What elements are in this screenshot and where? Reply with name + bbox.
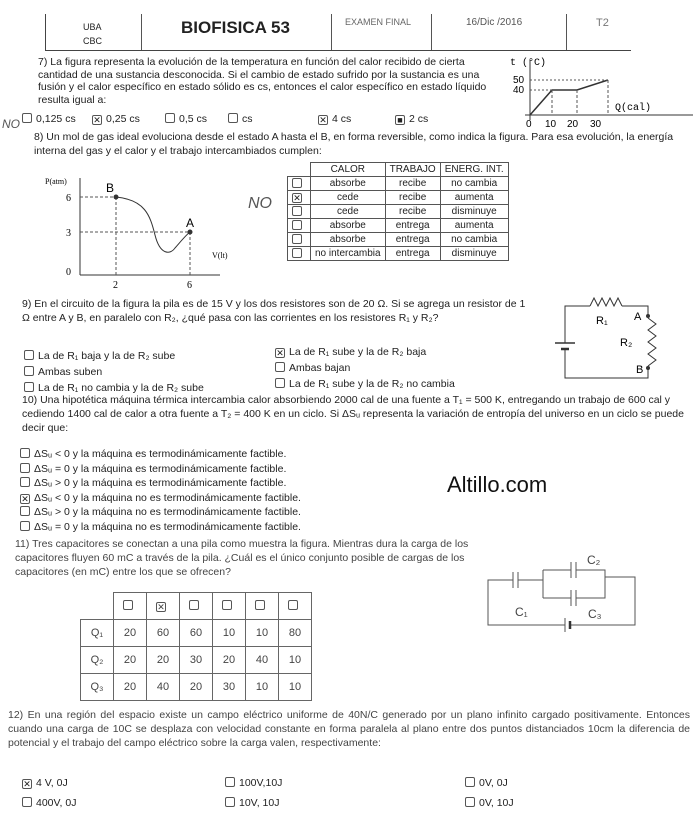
- q12-option[interactable]: [22, 777, 68, 789]
- column-header: CALOR: [311, 163, 386, 177]
- checkbox[interactable]: [20, 448, 30, 458]
- table-row: [81, 620, 312, 647]
- x-tick: 2: [113, 280, 118, 291]
- option-label: 400V, 0J: [36, 797, 77, 809]
- checkbox-cell[interactable]: [180, 593, 213, 620]
- checkbox-cell[interactable]: [147, 593, 180, 620]
- table-cell: absorbe: [311, 177, 386, 191]
- q12-option[interactable]: [22, 797, 76, 809]
- checkbox-cell[interactable]: [288, 205, 311, 219]
- corner-cell: [81, 593, 114, 620]
- x-tick: 30: [590, 119, 602, 130]
- y-axis-label: t (°C): [510, 58, 547, 69]
- q10-option[interactable]: [20, 448, 286, 460]
- table-cell: 30: [180, 647, 213, 674]
- c2-label: C₂: [587, 553, 601, 567]
- checkbox-row: [81, 593, 312, 620]
- q7-option[interactable]: [228, 113, 253, 125]
- checkbox[interactable]: [24, 382, 34, 392]
- q9-option[interactable]: [275, 362, 350, 374]
- q7-option[interactable]: [165, 113, 207, 125]
- checkbox[interactable]: ✕: [319, 115, 327, 125]
- checkbox[interactable]: [292, 206, 302, 216]
- q11-capacitor-circuit: [485, 550, 650, 645]
- checkbox[interactable]: [24, 350, 34, 360]
- checkbox[interactable]: [292, 220, 302, 230]
- checkbox[interactable]: [228, 113, 238, 123]
- q9-option[interactable]: [24, 350, 175, 362]
- option-label: La de R₁ sube y la de R₂ baja: [289, 346, 427, 358]
- table-cell: 20: [213, 647, 246, 674]
- table-row[interactable]: [288, 247, 509, 261]
- table-cell: 10: [279, 674, 312, 701]
- q7-option[interactable]: [395, 113, 428, 125]
- table-cell: no cambia: [440, 233, 508, 247]
- option-label: 0V, 10J: [479, 797, 514, 809]
- table-cell: no intercambia: [311, 247, 386, 261]
- altillo-watermark: Altillo.com: [447, 472, 548, 497]
- checkbox-cell[interactable]: [279, 593, 312, 620]
- table-cell: 10: [246, 620, 279, 647]
- option-label: 0,25 cs: [106, 113, 140, 125]
- x-axis-label: V(lt): [212, 251, 228, 260]
- uba-label: UBA: [83, 22, 102, 32]
- table-cell: 40: [246, 647, 279, 674]
- y-tick: 0: [66, 267, 71, 278]
- exam-header: [45, 14, 631, 51]
- checkbox[interactable]: [20, 463, 30, 473]
- q12-option[interactable]: [225, 777, 282, 789]
- table-cell: aumenta: [440, 191, 508, 205]
- checkbox-cell[interactable]: [288, 219, 311, 233]
- option-label: ΔSᵤ < 0 y la máquina es termodinámicamente factible.: [34, 448, 287, 460]
- header-institution: [46, 14, 142, 50]
- table-header-row: [288, 163, 509, 177]
- table-cell: 20: [114, 647, 147, 674]
- table-cell: recibe: [385, 191, 440, 205]
- table-cell: disminuye: [440, 247, 508, 261]
- table-cell: disminuye: [440, 205, 508, 219]
- table-cell: 60: [180, 620, 213, 647]
- q10-option[interactable]: [20, 521, 301, 533]
- q8-text: 8) Un mol de gas ideal evoluciona desde el estado A hasta el B, en forma reversible, como indica la figura. Para esa evolución, la energía interna del gas y el calor y el trabajo intercambiados cumplen:: [34, 131, 674, 157]
- checkbox[interactable]: ✕: [23, 779, 31, 789]
- checkbox-cell[interactable]: [288, 247, 311, 261]
- option-label: 10V, 10J: [239, 797, 280, 809]
- row-label: Q₂: [81, 647, 114, 674]
- y-tick: 50: [513, 75, 525, 86]
- x-tick: 0: [526, 119, 532, 130]
- checkbox[interactable]: [22, 797, 32, 807]
- checkbox[interactable]: [225, 777, 235, 787]
- checkbox[interactable]: [255, 600, 265, 610]
- exam-date: 16/Dic /2016: [466, 17, 523, 28]
- option-label: Ambas suben: [38, 366, 103, 378]
- checkbox-cell[interactable]: [288, 233, 311, 247]
- header-exam-cell: [331, 14, 432, 50]
- checkbox[interactable]: ✕: [93, 115, 101, 125]
- table-cell: 40: [147, 674, 180, 701]
- table-row: [81, 647, 312, 674]
- table-cell: 60: [147, 620, 180, 647]
- table-cell: entrega: [385, 247, 440, 261]
- x-tick: 6: [187, 280, 192, 291]
- checkbox[interactable]: [20, 521, 30, 531]
- y-axis-label: P(atm): [45, 177, 67, 186]
- checkbox[interactable]: ✕: [21, 493, 29, 504]
- checkbox-cell[interactable]: [114, 593, 147, 620]
- column-header: TRABAJO: [385, 163, 440, 177]
- checkbox-cell[interactable]: [246, 593, 279, 620]
- q12-text: 12) En una región del espacio existe un campo eléctrico uniforme de 40N/C generado por un plano infinito cargado positivamente. Entonces cuando una carga de 10C se desplaza con velocidad constante en forma paralela al plano entre dos puntos distanciados 10cm la diferencia de potencial y el trabajo del campo eléctrico sobre la carga valen, respectivamente:: [8, 709, 690, 749]
- table-cell: entrega: [385, 219, 440, 233]
- q10-option[interactable]: [20, 492, 301, 504]
- checkbox-cell[interactable]: [213, 593, 246, 620]
- table-row[interactable]: [288, 177, 509, 191]
- table-cell: 80: [279, 620, 312, 647]
- checkbox[interactable]: [222, 600, 232, 610]
- q9-option[interactable]: [275, 346, 426, 358]
- point-b-label: B: [106, 181, 115, 195]
- checkbox[interactable]: [292, 234, 302, 244]
- x-tick: 20: [567, 119, 579, 130]
- option-label: Ambas bajan: [289, 362, 351, 374]
- table-row[interactable]: [288, 191, 509, 205]
- checkbox[interactable]: [189, 600, 199, 610]
- table-row[interactable]: [288, 233, 509, 247]
- y-tick: 40: [513, 85, 525, 96]
- q11-options-table: [80, 592, 312, 701]
- table-cell: 20: [114, 620, 147, 647]
- table-cell: entrega: [385, 233, 440, 247]
- node-b-label: B: [636, 364, 644, 376]
- q8-pv-graph: [40, 170, 240, 295]
- exam-title: BIOFISICA 53: [181, 18, 290, 37]
- corner-cell: [288, 163, 311, 177]
- header-title-cell: [141, 14, 332, 50]
- exam-type: EXAMEN FINAL: [345, 17, 412, 27]
- option-label: La de R₁ baja y la de R₂ sube: [38, 350, 176, 362]
- table-cell: cede: [311, 205, 386, 219]
- option-label: 0,5 cs: [179, 113, 208, 125]
- checkbox[interactable]: [20, 477, 30, 487]
- point-a-label: A: [186, 216, 195, 230]
- table-row[interactable]: [288, 219, 509, 233]
- c1-label: C₁: [515, 605, 528, 619]
- resistor-r1: [590, 298, 622, 306]
- y-tick: 6: [66, 193, 71, 204]
- table-cell: 10: [246, 674, 279, 701]
- checkbox[interactable]: [465, 797, 475, 807]
- option-label: ΔSᵤ > 0 y la máquina es termodinámicamente factible.: [34, 477, 287, 489]
- table-cell: 30: [213, 674, 246, 701]
- checkbox[interactable]: [225, 797, 235, 807]
- checkbox-cell[interactable]: [288, 177, 311, 191]
- q10-option[interactable]: [20, 463, 286, 475]
- table-cell: 20: [114, 674, 147, 701]
- checkbox[interactable]: ✕: [157, 602, 165, 612]
- table-cell: recibe: [385, 205, 440, 219]
- checkbox[interactable]: [275, 378, 285, 388]
- option-label: ΔSᵤ > 0 y la máquina no es termodinámicamente factible.: [34, 506, 301, 518]
- checkbox[interactable]: [275, 362, 285, 372]
- node-a-label: A: [634, 311, 642, 323]
- process-curve: [116, 197, 190, 252]
- checkbox[interactable]: ✕: [276, 348, 284, 358]
- q7-option[interactable]: [92, 113, 140, 125]
- row-label: Q₃: [81, 674, 114, 701]
- checkbox[interactable]: [123, 600, 133, 610]
- option-label: 0V, 0J: [479, 777, 508, 789]
- q7-option[interactable]: [22, 113, 76, 125]
- heating-curve: [530, 80, 608, 115]
- table-cell: no cambia: [440, 177, 508, 191]
- y-tick: 3: [66, 228, 71, 239]
- option-label: 4 V, 0J: [36, 777, 68, 789]
- x-tick: 10: [545, 119, 557, 130]
- checkbox[interactable]: [465, 777, 475, 787]
- checkbox[interactable]: ✕: [293, 193, 301, 203]
- option-label: ΔSᵤ = 0 y la máquina no es termodinámicamente factible.: [34, 520, 301, 533]
- option-label: La de R₁ no cambia y la de R₂ sube: [38, 382, 204, 394]
- q8-options-table: [287, 162, 509, 261]
- q10-option[interactable]: [20, 477, 286, 489]
- checkbox[interactable]: [22, 113, 32, 123]
- table-cell: 20: [147, 647, 180, 674]
- table-row[interactable]: [288, 205, 509, 219]
- x-axis-label: Q(cal): [615, 103, 652, 114]
- q7-temperature-graph: [505, 55, 695, 130]
- table-cell: 10: [279, 647, 312, 674]
- q10-text: 10) Una hipotética máquina térmica intercambia calor absorbiendo 2000 cal de una fuente a T₁ = 500 K, entregando un trabajo de 600 cal y cediendo 1400 cal de calor a otra fuente a T₂ = 400 K en un ciclo. Si ΔSᵤ representa la variación de entropía del universo en un ciclo se puede decir que:: [22, 394, 684, 434]
- option-label: 2 cs: [409, 113, 429, 125]
- q12-option[interactable]: [225, 797, 279, 809]
- table-cell: recibe: [385, 177, 440, 191]
- option-label: ΔSᵤ < 0 y la máquina no es termodinámicamente factible.: [34, 491, 301, 504]
- checkbox[interactable]: ■: [395, 115, 405, 125]
- table-cell: cede: [311, 191, 386, 205]
- table-cell: absorbe: [311, 233, 386, 247]
- checkbox-cell[interactable]: [288, 191, 311, 205]
- checkbox[interactable]: [165, 113, 175, 123]
- table-cell: 10: [213, 620, 246, 647]
- q9-option[interactable]: [275, 378, 455, 390]
- checkbox[interactable]: [292, 248, 302, 258]
- q9-option[interactable]: [24, 366, 102, 378]
- checkbox[interactable]: [292, 178, 302, 188]
- checkbox[interactable]: [288, 600, 298, 610]
- header-date-cell: [431, 14, 567, 50]
- q9-circuit-diagram: [550, 288, 670, 383]
- cbc-label: CBC: [83, 36, 103, 46]
- table-cell: 20: [180, 674, 213, 701]
- resistor-r2: [648, 318, 656, 366]
- table-cell: absorbe: [311, 219, 386, 233]
- exam-theme: T2: [596, 17, 609, 29]
- checkbox[interactable]: [24, 366, 34, 376]
- option-label: La de R₁ sube y la de R₂ no cambia: [289, 378, 455, 390]
- r1-label: R₁: [596, 315, 608, 327]
- table-cell: aumenta: [440, 219, 508, 233]
- column-header: ENERG. INT.: [440, 163, 508, 177]
- option-label: ΔSᵤ = 0 y la máquina es termodinámicamente factible.: [34, 462, 287, 475]
- q8-handwritten-note: NO: [248, 195, 272, 212]
- q10-option[interactable]: [20, 506, 301, 518]
- option-label: 0,125 cs: [36, 113, 76, 125]
- q12-option[interactable]: [465, 797, 514, 809]
- r2-label: R₂: [620, 337, 633, 349]
- option-label: cs: [242, 113, 253, 125]
- checkbox[interactable]: [20, 506, 30, 516]
- row-label: Q₁: [81, 620, 114, 647]
- q7-handwritten-note: NO: [2, 117, 20, 131]
- option-label: 4 cs: [332, 113, 352, 125]
- q9-text: 9) En el circuito de la figura la pila es de 15 V y los dos resistores son de 20 Ω. Si se agrega un resistor de 1 Ω entre A y B, en paralelo con R₂, ¿qué pasa con las corrientes en los resistores R₁ y R₂?: [22, 298, 526, 324]
- q11-text: 11) Tres capacitores se conectan a una pila como muestra la figura. Mientras dura la carga de los capacitores fluyen 60 mC a través de la pila. ¿Cuál es el único conjunto posible de cargas de los capacitores (en mC) entre los que se ofrecen?: [15, 538, 469, 578]
- option-label: 100V,10J: [239, 777, 283, 789]
- q7-text: 7) La figura representa la evolución de la temperatura en función del calor recibido de cierta cantidad de una sustancia desconocida. Si el cambio de estado sufrido por la sustancia es una fusión y el calor específico en estado sólido es cs, entonces el calor específico en estado líquido resulta igual a:: [38, 56, 487, 106]
- c3-label: C₃: [588, 607, 602, 621]
- table-row: [81, 674, 312, 701]
- q7-option[interactable]: [318, 113, 351, 125]
- q12-option[interactable]: [465, 777, 508, 789]
